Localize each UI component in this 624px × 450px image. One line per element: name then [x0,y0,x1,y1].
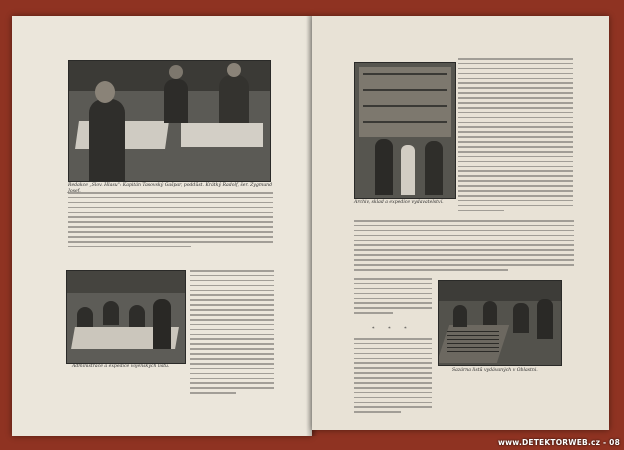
photo-archive-caption: Archiv, sklad a expedice vydavatelství. [354,200,444,205]
left-page [12,16,312,436]
photo-administration [66,270,186,364]
photo-print-room-caption: Sazárna listů vydávaných v Oblastni. [452,368,538,373]
section-divider-stars: * * * [372,326,413,332]
right-page-text-lower-left [354,278,432,320]
right-page-text-middle [354,220,574,274]
right-page [312,16,609,430]
left-page-text-upper [68,192,273,262]
photo-editorial-office [68,60,271,182]
photo-editorial-office-caption: Redakce „Slov. Hlasu": Kapitán Tasovský Gašpar, poddůst. Krátký Radolf, šer. Zygmund [68,183,273,188]
watermark: www.DETEKTORWEB.cz - 08 [498,438,620,447]
left-page-text-column [190,270,274,400]
photo-print-room [438,280,562,366]
photo-administration-caption: Administrace a expedice vojenských listů. [72,364,170,369]
right-page-text-column [458,58,573,218]
photo-archive [354,62,456,199]
right-page-text-bottom-left [354,338,432,420]
